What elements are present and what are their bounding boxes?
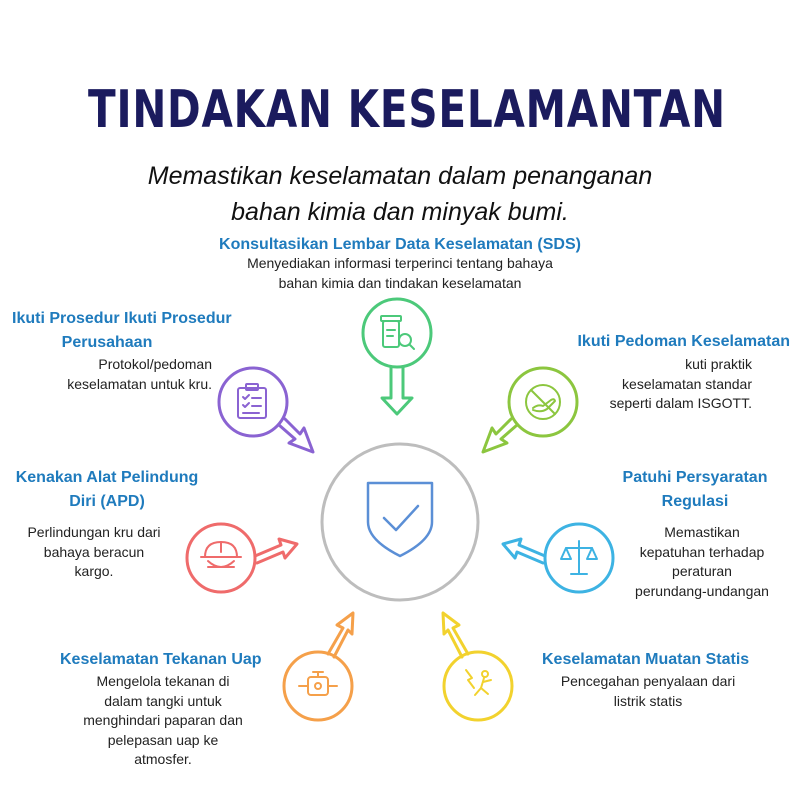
uap-desc-line: Mengelola tekanan di — [96, 673, 230, 689]
apd-heading-line: Diri (APD) — [69, 493, 145, 510]
statis-heading: Keselamatan Muatan Statis — [542, 651, 750, 668]
regulasi-desc — [622, 523, 782, 601]
statis-desc — [548, 672, 748, 711]
uap-node — [284, 613, 353, 720]
uap-desc-line: pelepasan uap ke — [107, 731, 219, 748]
apd-heading-line: Kenakan Alat Pelindung — [15, 469, 199, 486]
pedoman-desc-line: seperti dalam ISGOTT. — [609, 395, 752, 411]
apd-heading — [4, 466, 210, 514]
no-hand-icon — [526, 385, 560, 419]
regulasi-heading-line: Patuhi Persyaratan — [622, 469, 768, 486]
pedoman-desc-line: kuti praktik — [685, 356, 752, 372]
uap-heading: Keselamatan Tekanan Uap — [60, 651, 262, 668]
pedoman-desc-line: keselamatan standar — [622, 375, 752, 392]
regulasi-desc-line: perundang-undangan — [635, 582, 769, 599]
page-title: TINDAKAN KESELAMANTAN — [88, 80, 726, 140]
pipe-valve-icon — [299, 672, 337, 695]
prosedur-heading-line: Ikuti Prosedur Ikuti Prosedur — [12, 310, 232, 327]
electric-shock-icon — [466, 670, 491, 695]
regulasi-heading — [605, 466, 785, 514]
regulasi-desc-line: peraturan — [672, 563, 732, 579]
apd-desc — [14, 523, 174, 582]
sds-heading: Konsultasikan Lembar Data Keselamatan (SDS) — [219, 236, 581, 253]
sds-desc — [160, 254, 640, 293]
prosedur-heading — [12, 307, 272, 355]
hardhat-worker-icon — [201, 542, 241, 567]
apd-desc-line: bahaya beracun — [43, 543, 145, 560]
statis-desc-line: listrik statis — [613, 692, 683, 709]
sds-desc-line: bahan kimia dan tindakan keselamatan — [278, 274, 522, 291]
documents-search-icon — [381, 316, 414, 349]
pedoman-desc — [560, 355, 752, 414]
uap-desc-line: dalam tangki untuk — [104, 692, 222, 709]
center-ring — [322, 444, 478, 600]
scales-icon — [561, 541, 597, 574]
apd-desc-line: kargo. — [74, 563, 114, 579]
uap-desc-line: atmosfer. — [134, 751, 192, 767]
regulasi-desc-line: kepatuhan terhadap — [639, 543, 765, 560]
statis-node — [443, 613, 512, 720]
uap-desc-line: menghindari paparan dan — [83, 712, 243, 728]
regulasi-heading-line: Regulasi — [661, 493, 729, 510]
apd-desc-line: Perlindungan kru dari — [27, 524, 161, 540]
prosedur-desc-line: keselamatan untuk kru. — [67, 375, 212, 392]
sds-desc-line: Menyediakan informasi terperinci tentang bahaya — [247, 255, 553, 271]
subtitle-line-1: Memastikan keselamatan dalam penanganan — [147, 162, 653, 190]
prosedur-desc — [20, 355, 212, 394]
pedoman-heading: Ikuti Pedoman Keselamatan — [577, 333, 790, 350]
prosedur-heading-line: Perusahaan — [61, 334, 153, 351]
statis-desc-line: Pencegahan penyalaan dari — [560, 673, 736, 689]
regulasi-desc-line: Memastikan — [664, 524, 740, 540]
subtitle-line-2: bahan kimia dan minyak bumi. — [231, 198, 569, 226]
uap-desc — [70, 672, 256, 770]
prosedur-desc-line: Protokol/pedoman — [98, 356, 212, 372]
shield-check-icon — [368, 483, 432, 556]
clipboard-checklist-icon — [238, 384, 266, 418]
